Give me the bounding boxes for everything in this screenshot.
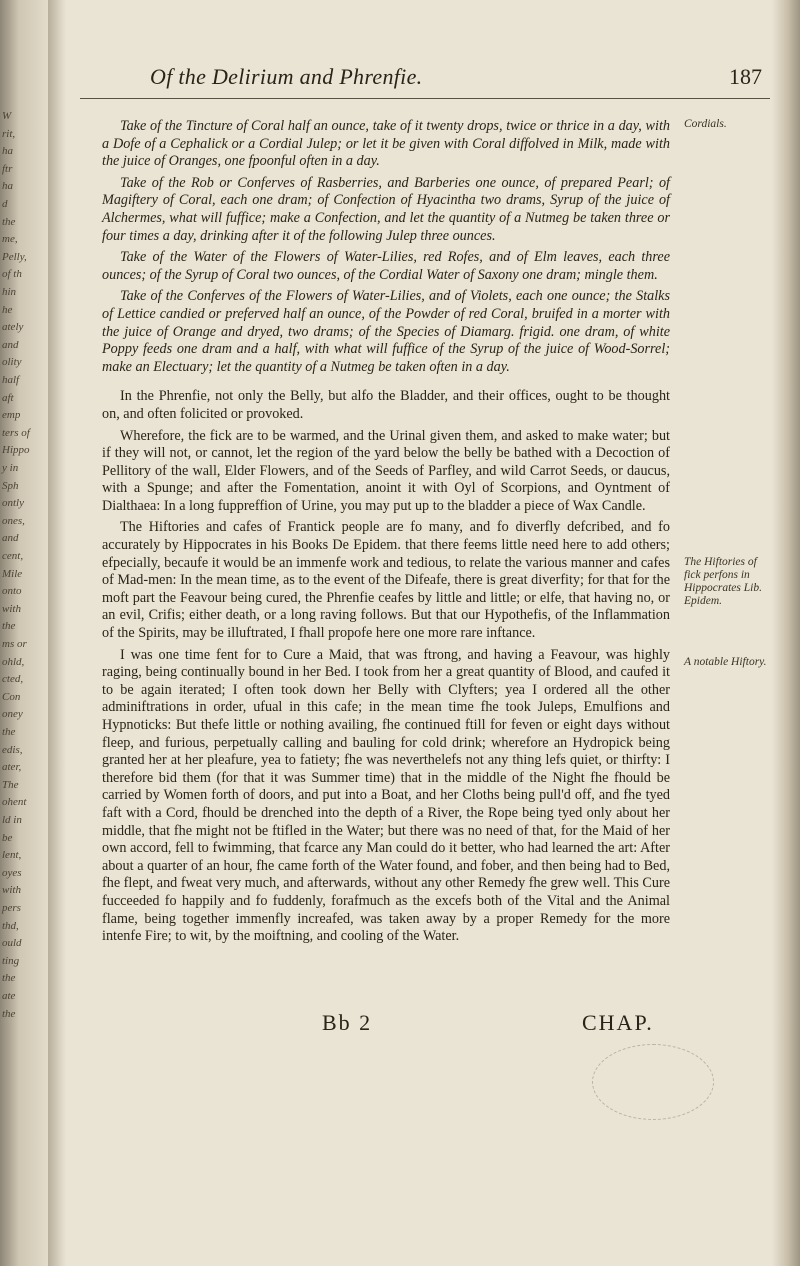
paragraph-bladder: In the Phrenfie, not only the Belly, but alfo the Bladder, and their offices, ought to be thought on, and often folicited or provoked.: [102, 388, 670, 422]
right-page-edge: [772, 0, 800, 1266]
facing-page-fragment: hin: [2, 286, 17, 298]
facing-page-fragment: be: [2, 831, 13, 844]
catchword: CHAP.: [582, 1010, 654, 1035]
facing-page-fragment: Mile: [2, 567, 23, 580]
facing-page-fragment: ater,: [2, 761, 22, 774]
side-note-notable-history: A notable Hiftory.: [684, 656, 767, 668]
signature-mark: Bb 2: [322, 1010, 373, 1035]
facing-page-fragment: The: [2, 778, 19, 791]
facing-page-fragment: me,: [2, 233, 18, 246]
facing-page-fragment: thd,: [2, 919, 19, 932]
facing-page-fragment: ters of: [2, 426, 30, 439]
facing-page-fragment: Sph: [2, 479, 19, 492]
book-gutter: [48, 0, 66, 1266]
paragraph-confection: Take of the Rob or Conferves of Rasberries, and Barberies one ounce, of prepared Pearl; of Magiftery of Coral, each one dram; of Confection of Hyacintha two drams, Syrup of the juice of Alchermes, what will fuffice; make a Confection, and let the quantity of a Nutmeg be taken three or four times a day, drinking after it of the following Julep three ounces.: [102, 174, 670, 244]
page-number: 187: [729, 64, 762, 89]
page-header: [80, 58, 770, 99]
facing-page-fragment: Con: [2, 690, 21, 703]
facing-page-fragment: ontly: [2, 497, 24, 510]
spacer: [102, 380, 670, 388]
facing-page-fragment: pers: [2, 902, 21, 914]
facing-page-fragment: onto: [2, 585, 22, 598]
facing-page-fragment: rit,: [2, 127, 16, 140]
facing-page-fragment: with: [2, 884, 21, 897]
facing-page-fragment: half: [2, 374, 20, 386]
facing-page-fragment: of th: [2, 268, 22, 281]
library-stamp: [592, 1044, 714, 1120]
facing-page-fragment: he: [2, 303, 13, 316]
facing-page-fragment: ohld,: [2, 655, 25, 668]
facing-page-fragment: oney: [2, 708, 23, 721]
facing-page-fragment: Hippo: [2, 444, 30, 457]
facing-page-fragment: aft: [2, 391, 14, 404]
facing-page-fragment: ha: [2, 145, 13, 158]
facing-page-fragment: and: [2, 338, 19, 351]
facing-page-fragment: ting: [2, 954, 20, 967]
running-title: Of the Delirium and Phrenfie.: [150, 64, 423, 89]
facing-page-fragment: ones,: [2, 514, 25, 527]
facing-page-fragment: with: [2, 602, 21, 615]
left-page-edge: [0, 0, 48, 1266]
facing-page-fragment: cted,: [2, 673, 24, 686]
facing-page-fragment: W: [2, 110, 12, 122]
facing-page-fragment: ld in: [2, 814, 22, 826]
facing-page-fragment: emp: [2, 409, 21, 422]
facing-page-fragment: ftr: [2, 162, 13, 175]
paragraph-maid-case: I was one time fent for to Cure a Maid, that was ftrong, and having a Feavour, was highly raging, being continually bound in her Bed. I took from her a great quantity of Blood, and caufed it to be again iterated; I often took down her Belly with Clyfters; yea I ordered all the other adminiftrations in order, ufual in this cafe; in the mean time fhe took Juleps, Emulfions and Hypnoticks: But thefe little or nothing availing, fhe continued ftill for feven or eight days without fleep, and furious, perpetually calling and bauling for cold drink; wherefore an Hydropick being granted her at her pleafure, yea to fatiety; fhe was neverthelefs not any thing lefs quiet, or thirfty: I therefore bid them (for that it was Summer time) that in the middle of the Night fhe fhould be carried by Women forth of doors, and put into a Boat, and her Cloths being pull'd off, and fhe tyed faft with a Cord, fhould be drenched into the depth of a River, the Rope being tyed only about her middle, that fhe might not be ftifled in the Water; but there was no need of that, for the Maid of her own accord, fell to fwimming, that fcarce any Man could do it better, who had learned the art: After about a quarter of an hour, fhe came forth of the Water found, and fober, and then being had to Bed, fhe flept, and fweat very much, and afterwards, without any other Remedy fhe grew well. This Cure fucceeded fo happily and fo fuddenly, forafmuch as the excefs both of the Vital and the Animal flame, being together immenfly increafed, was taken away by a proper Remedy for the more intenfe Fire; to wit, by the moiftning, and cooling of the Water.: [102, 646, 670, 945]
paragraph-electuary: Take of the Conferves of the Flowers of Water-Lilies, and of Violets, each one ounce; the Stalks of Lettice candied or preferved half an ounce, of the Powder of red Coral, bruifed in a morter with the juice of Orange and dryed, two drams; of the Species of Diamarg. frigid. one dram, of white Poppy feeds one dram and a half, with what will fuffice of the Syrup of the juice of Wood-Sorrel; make an Electuary; let the quantity of a Nutmeg be taken often in a day.: [102, 288, 670, 375]
facing-page-fragment: the: [2, 1007, 16, 1020]
facing-page-fragment: the: [2, 726, 16, 738]
facing-page-fragment: ms or: [2, 638, 27, 650]
paragraph-coral-tincture: Take of the Tincture of Coral half an ounce, take of it twenty drops, twice or thrice in a day, with a Dofe of a Cephalick or a Cordial Julep; or let it be given with Coral diffolved in Milk, made with the juice of Oranges, one fpoonful often in a day.: [102, 118, 670, 170]
paragraph-urine: Wherefore, the fick are to be warmed, and the Urinal given them, and asked to make water; but if they will not, or cannot, let the region of the yard below the belly be bathed with a Decoction of Pellitory of the wall, Elder Flowers, and of the Seeds of Parfley, and wild Carrot Seeds, or daucus, with a Spunge; and after the Fomentation, anoint it with Oyl of Scorpions, and Oyntment of Dialthaea: In a long fuppreffion of Urine, you may put up to the bladder a piece of Wax Candle.: [102, 427, 670, 514]
side-note-cordials: Cordials.: [684, 118, 727, 130]
facing-page-fragment: lent,: [2, 849, 22, 862]
facing-page-fragment: the: [2, 620, 16, 633]
page-body: [102, 118, 670, 950]
facing-page-fragment: d: [2, 198, 8, 210]
facing-page-fragment: edis,: [2, 743, 23, 756]
facing-page-fragment: ate: [2, 990, 16, 1002]
facing-page-fragment: the: [2, 215, 16, 228]
paragraph-julep: Take of the Water of the Flowers of Water-Lilies, red Rofes, and of Elm leaves, each three ounces; of the Syrup of Coral two ounces, of the Cordial Water of Saxony one dram; mingle them.: [102, 249, 670, 283]
facing-page-fragment: olity: [2, 356, 22, 369]
paragraph-histories: The Hiftories and cafes of Frantick people are fo many, and fo diverfly defcribed, and fo accurately by Hippocrates in his Books De Epidem. that there feems little need here to add others; efpecially, becaufe it would be an immenfe work and tedious, to relate the various manner and cafes of Mad-men: In the mean time, as to the event of the Difeafe, there is great diverfity; for that for the moft part the Feavour being cured, the Phrenfie ceafes by little and little; or elfe, that having no, or an evil, Crifis; either death, or a long raving follows. But that our Hypothefis, of the Inflammation of the Spirits, may be illuftrated, I fhall propofe here one more rare inftance.: [102, 519, 670, 642]
facing-page-fragment: y in: [2, 462, 19, 474]
facing-page-fragment: ha: [2, 180, 13, 193]
facing-page-fragment: ohent: [2, 796, 27, 809]
facing-page-fragment: and: [2, 532, 19, 545]
facing-page-fragment: ately: [2, 321, 24, 334]
facing-page-fragment: oyes: [2, 866, 22, 879]
facing-page-fragment: the: [2, 972, 16, 985]
side-note-histories: The Hiftories of fick perfons in Hippocrates Lib. Epidem.: [684, 556, 762, 607]
facing-page-fragment: ould: [2, 937, 22, 950]
facing-page-fragment: Pelly,: [2, 250, 27, 263]
facing-page-fragment: cent,: [2, 550, 24, 562]
